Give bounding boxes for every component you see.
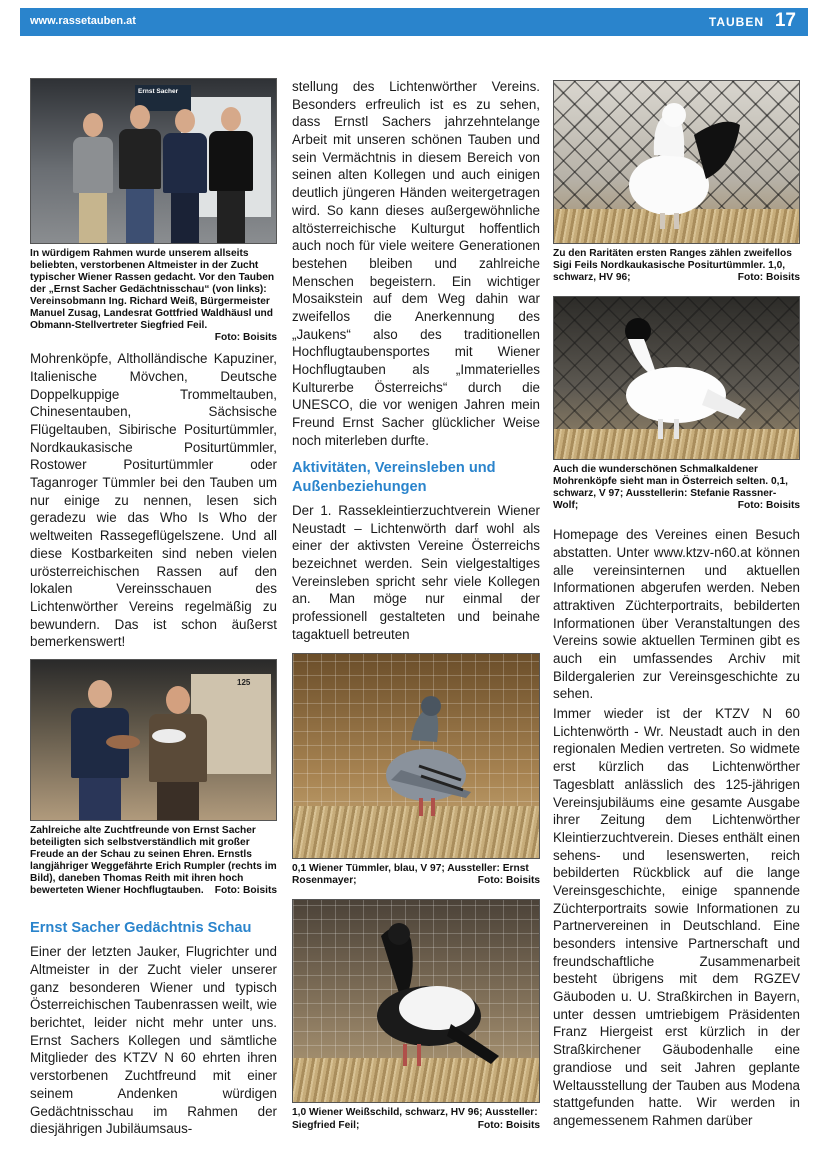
- section-heading: Ernst Sacher Gedächtnis Schau: [30, 920, 252, 937]
- photo-credit: Foto: Boisits: [214, 885, 277, 897]
- photo-caption: [292, 863, 540, 887]
- website-url[interactable]: www.rassetauben.at: [30, 15, 136, 27]
- photo-caption: [30, 248, 277, 344]
- photo-caption: [553, 248, 800, 284]
- photo-breeders: [30, 659, 277, 821]
- caption-text: In würdigem Rahmen wurde unserem allseits beliebten, verstorbenen Altmeister in der Zucht typischer Wiener Rassen gedacht. Vor den Tauben der „Ernst Sacher Gedächtnisschau“ (von links): Vereinsobmann Ing. Richard Weiß, Bürgermeister Manuel Zusag, Landesrat Gottfried Waldhäusl und Obmann-Stellvertreter Siegfried Feil.: [30, 248, 275, 332]
- article-paragraph: stellung des Lichtenwörther Vereins. Besonders erfreulich ist es zu sehen, dass Ernstl Sachers jahrzehntelange Arbeit mit unseren schönen Tauben und sein Vermächtnis in diesem Bereich von seinen alten Kollegen und auch einigen deutlich jüngeren Händen weitergetragen wird. So kann dieses außergewöhnliche altösterreichische Kulturgut hoffentlich auch noch für viele weitere Generationen bestehen bleiben und zahlreiche Menschen begeistern. Ein wichtiger Mosaikstein auf dem Weg dahin war zweifellos die Anerkennung des „Jaukens“ also des traditionellen Hochflugtaubensportes mit Wiener Hochflugtauben als „Immaterielles Kulturerbe Österreichs“ durch die UNESCO, die vor wenigen Jahren mein Freund Ernst Sacher glücklicher Weise noch miterleben durfte.: [292, 79, 540, 448]
- photo-wiener-weissschild: [292, 899, 540, 1103]
- section-heading: Aktivitäten, Vereinsleben und Außenbeziehungen: [292, 460, 496, 495]
- caption-text: Zahlreiche alte Zuchtfreunde von Ernst Sacher beteiligten sich selbstverständlich mit großer Freude an der Schau zu seinen Ehren. Ernstls langjähriger Weggefährte Erich Rumpler (rechts im Bild), daneben Thomas Reith mit ihren hoch bewerteten Wiener Hochflugtauben.: [30, 824, 277, 897]
- caption-text: Zu den Raritäten ersten Ranges zählen zweifellos Sigi Feils Nordkaukasische Positurtümmler. 1,0, schwarz, HV 96;: [553, 248, 792, 284]
- sign-title: Ernst Sacher: [138, 88, 179, 95]
- pigeon-illustration: [103, 730, 143, 752]
- page-number: 17: [774, 10, 796, 31]
- article-paragraph: Der 1. Rassekleintierzuchtverein Wiener Neustadt – Lichtenwörth darf wohl als einer der aktivsten Vereine Österreichs bezeichnet werden. Sein vielgestaltiges Vereinsleben spricht sehr viele Kollegen an. Man möge nur einmal der professionell gestalteten und beinahe tagaktuell betreuten: [292, 502, 540, 642]
- pigeon-illustration: [351, 916, 501, 1086]
- page-header: [20, 8, 808, 36]
- pigeon-illustration: [614, 95, 744, 235]
- photo-credit: Foto: Boisits: [477, 875, 540, 887]
- cage-number-label: 125: [237, 677, 251, 687]
- photo-credit: Foto: Boisits: [737, 500, 800, 512]
- photo-credit: Foto: Boisits: [477, 1119, 540, 1131]
- section-title: TAUBEN: [708, 15, 764, 29]
- pigeon-illustration: [598, 309, 748, 449]
- photo-positurtuemmler: [553, 80, 800, 244]
- caption-text: 1,0 Wiener Weißschild, schwarz, HV 96; Aussteller: Siegfried Feil;: [292, 1107, 538, 1131]
- article-paragraph: Mohrenköpfe, Altholländische Kapuziner, Italienische Mövchen, Deutsche Doppelkuppige Trommeltauben, Chinesentauben, Sächsische Flügeltauben, Sibirische Positurtümmler, Nordkaukasische Positurtümmler, Rostower Positurtümmler oder Taganroger Tümmler bei den Tauben um nur einige zu nennen, lesen sich geradezu wie das Who Is Who der weltweiten Rassegeflügelszene. Und all diese Kostbarkeiten sind neben vielen urösterreichischen Rassen auf den lokalen Vereinsschauen des Lichtenwörther Vereins regelmäßig zu bewundern. Das ist schon äußerst bemerkenswert!: [30, 351, 277, 650]
- photo-mohrenkopf: [553, 296, 800, 460]
- article-paragraph: Homepage des Vereines einen Besuch abstatten. Unter www.ktzv-n60.at können alle vereinsinternen und aktuellen Informationen abgerufen werden. Neben attraktiven Züchterportraits, bebilderten Informationen über Veranstaltungen des Vereins sowie aktuellen Terminen gibt es auch ein umfassendes Archiv mit Bildergalerien zur Vereinsgeschichte zu sehen.: [553, 527, 800, 702]
- column-left: [30, 78, 277, 1138]
- photo-credit: Foto: Boisits: [737, 272, 800, 284]
- pigeon-illustration: [371, 680, 481, 830]
- column-middle: [292, 78, 540, 1132]
- photo-credit: Foto: Boisits: [214, 332, 277, 344]
- pigeon-illustration: [149, 724, 189, 746]
- article-paragraph: Einer der letzten Jauker, Flugrichter und Altmeister in der Zucht vieler unserer ganz besonderen Wiener und typisch Österreichischen Taubenrassen weilt, wie berichtet, leider nicht mehr unter uns. Ernst Sachers Kollegen und sämtliche Mitglieder des KTZV N 60 ehrten ihren verstorbenen Zuchtfreund mit einer seinem Andenken würdigen Gedächtnisschau im Rahmen der diesjährigen Jubiläumsaus-: [30, 944, 277, 1137]
- photo-caption: [30, 825, 277, 897]
- column-right: [553, 78, 800, 1130]
- photo-wiener-tuemmler: [292, 653, 540, 859]
- article-paragraph: Immer wieder ist der KTZV N 60 Lichtenwörth - Wr. Neustadt auch in den regionalen Medien vertreten. So widmete erst kürzlich das Lichtenwörther Tagesblatt anlässlich des 125-jährigen Vereinsjubiläums eine gesamte Ausgabe ihrer Zeitung dem Lichtenwörther Kleintierzuchtverein. Dieses enthält einen sehens- und lesenswerten, reich bebilderten Rückblick auf die lange Vereinsgeschichte, einige spannende Züchterportraits sowie Informationen zu Partnervereinen in Deutschland. Eine besonders intensive Partnerschaft und freundschaftliche Zusammenarbeit besteht übrigens mit dem RGZEV Gäuboden u. U. Straßkirchen in Bayern, unter dessen umtriebigem Präsidenten Franz Hiergeist erst kürzlich in der Straßkirchener Gäubodenhalle eine grandiose und seit Jahren geplante Weltausstellung der Tauben aus Modena stattgefunden hatte. Wir werden in angemessenem Rahmen darüber: [553, 706, 800, 1128]
- caption-text: Auch die wunderschönen Schmalkaldener Mohrenköpfe sieht man in Österreich selten. 0,1, schwarz, V 97; Ausstellerin: Stefanie Rassner-Wolf;: [553, 464, 788, 512]
- caption-text: 0,1 Wiener Tümmler, blau, V 97; Aussteller: Ernst Rosenmayer;: [292, 863, 529, 887]
- photo-caption: [553, 464, 800, 512]
- photo-group-dignitaries: [30, 78, 277, 244]
- photo-caption: [292, 1107, 540, 1131]
